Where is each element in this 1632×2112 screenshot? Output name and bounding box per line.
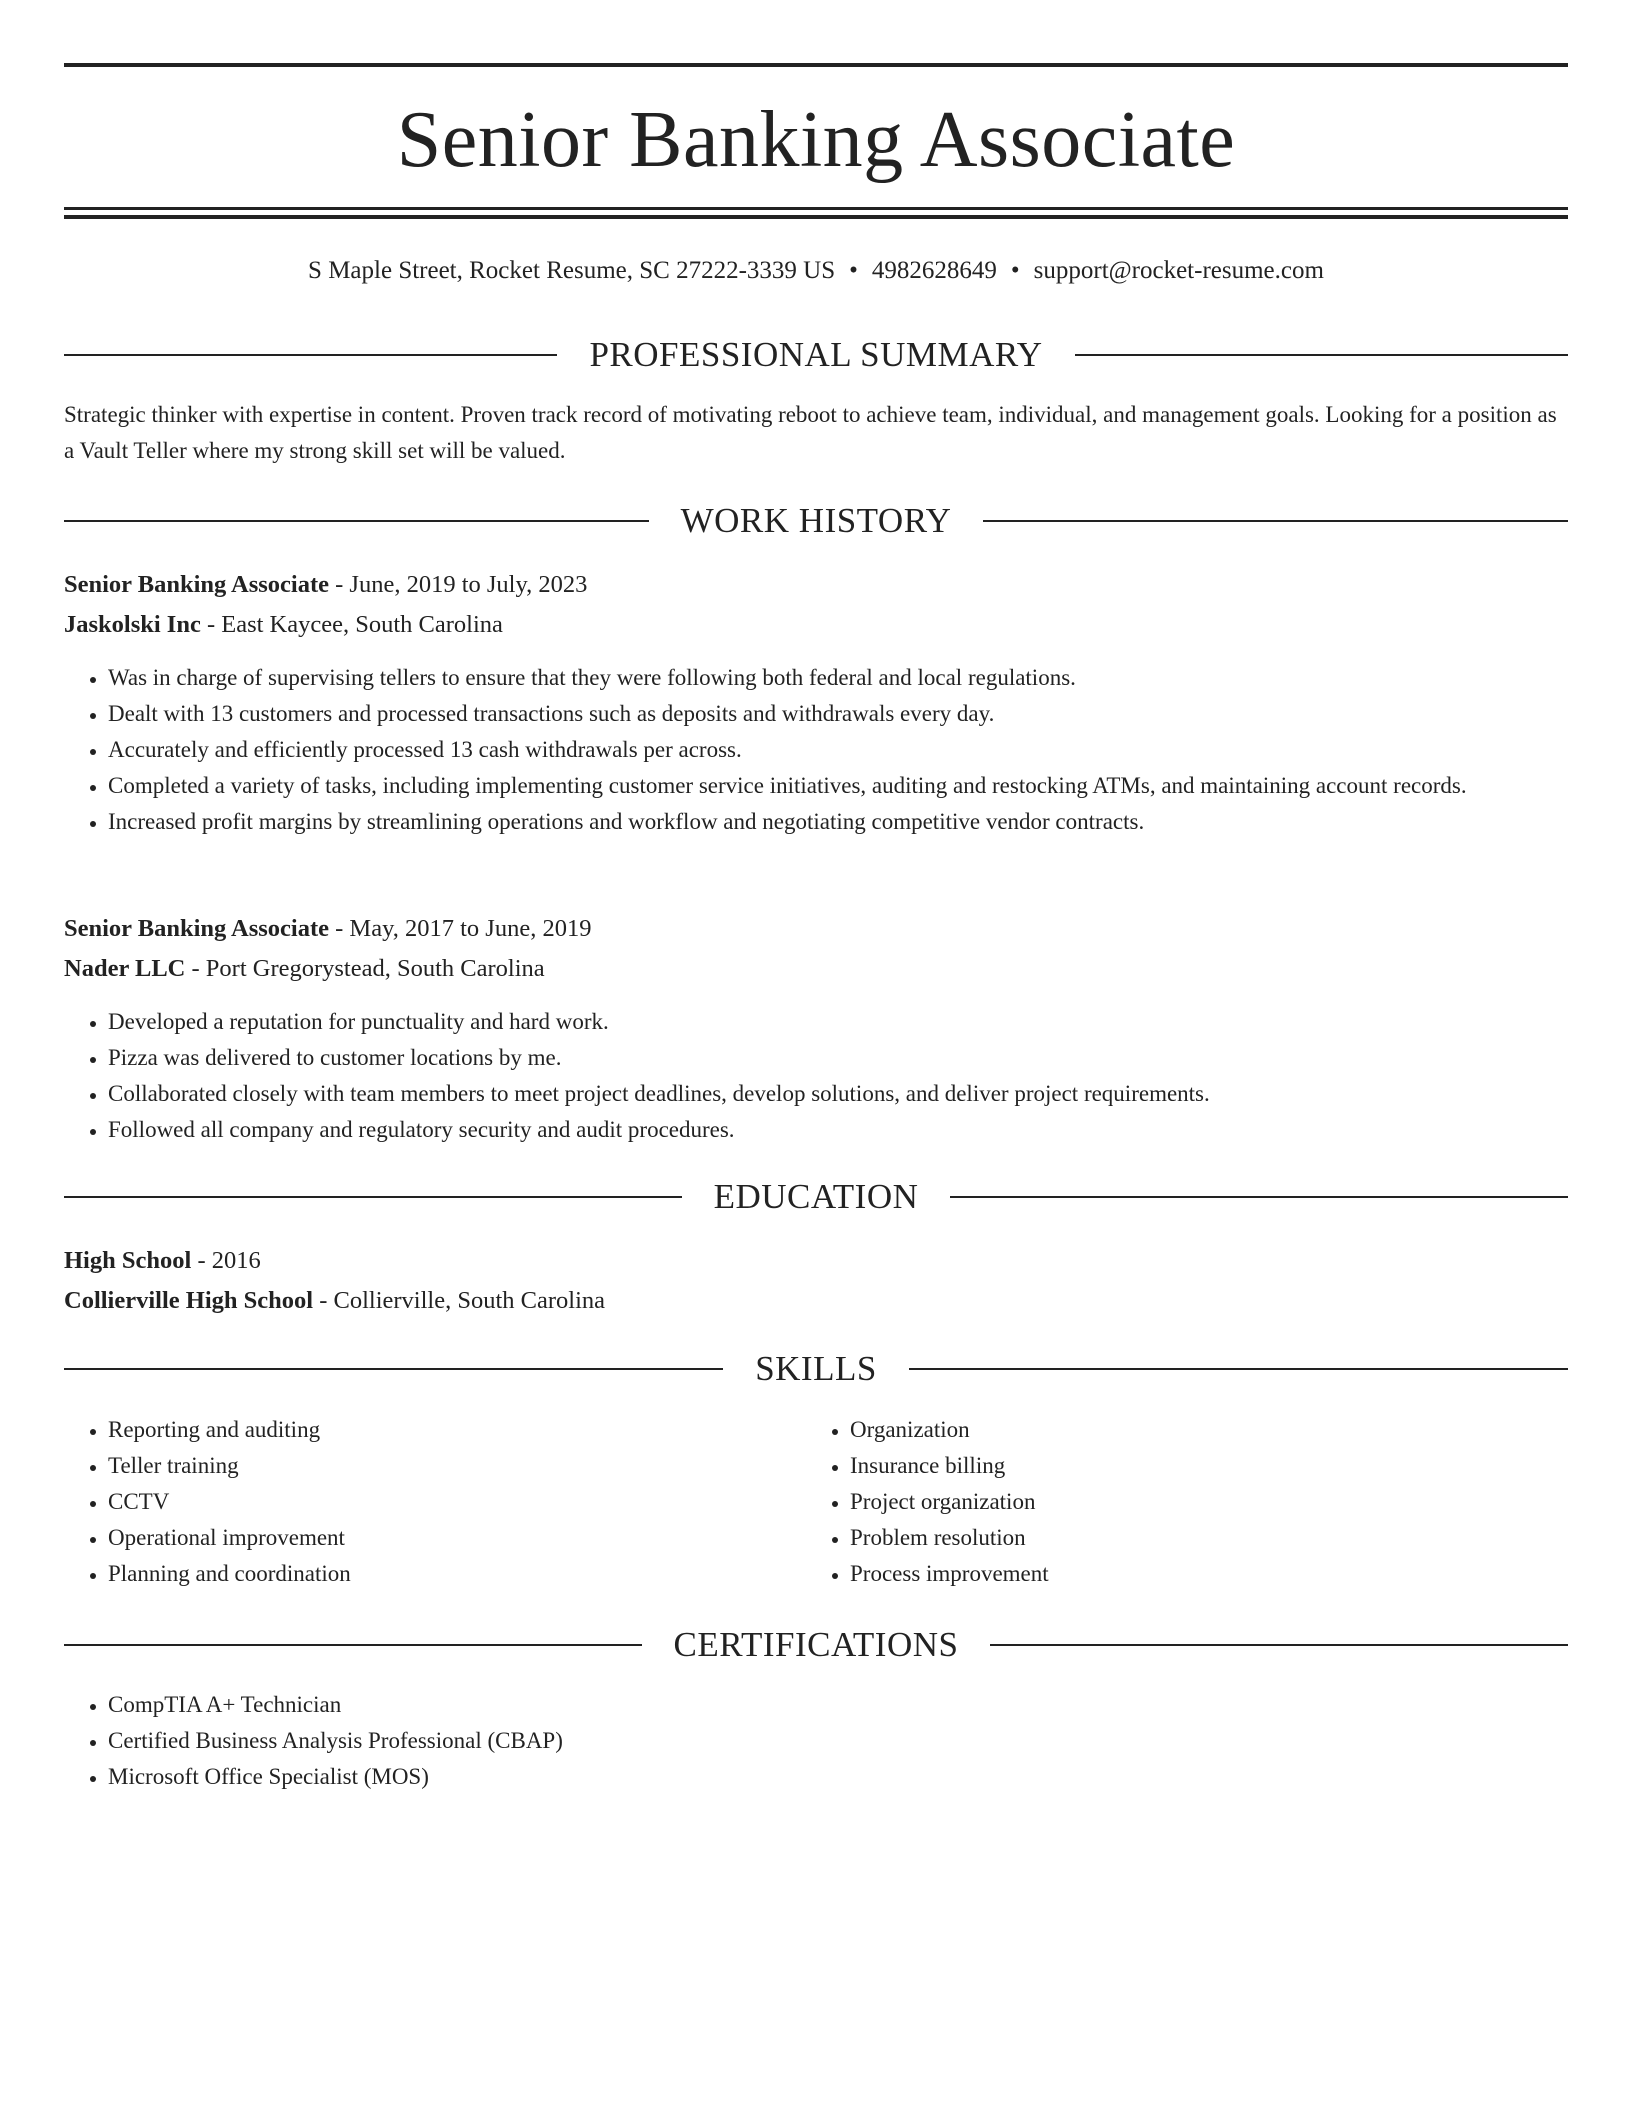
work-history-heading: WORK HISTORY (64, 499, 1568, 543)
job-dates: - June, 2019 to July, 2023 (329, 571, 588, 598)
education-degree: High School (64, 1247, 192, 1274)
job-company-line (64, 607, 1568, 643)
job-bullets (64, 660, 1568, 840)
job-location: - East Kaycee, South Carolina (200, 611, 503, 638)
education-school-line (64, 1283, 1568, 1319)
job-title: Senior Banking Associate (64, 915, 330, 942)
certifications-heading: CERTIFICATIONS (64, 1623, 1568, 1667)
skill-item: • Process improvement (850, 1556, 1550, 1592)
summary-heading: PROFESSIONAL SUMMARY (64, 333, 1568, 377)
list-item: • Developed a reputation for punctuality and hard work. (108, 1004, 1568, 1040)
education-year: - 2016 (191, 1247, 261, 1274)
skill-item: • Reporting and auditing (108, 1412, 808, 1448)
education-heading: EDUCATION (64, 1175, 1568, 1219)
skill-item: • Teller training (108, 1448, 808, 1484)
job-company: Jaskolski Inc (64, 611, 201, 638)
job-location: - Port Gregorystead, South Carolina (185, 955, 545, 982)
summary-text: Strategic thinker with expertise in content. Proven track record of motivating reboot to achieve team, individual, and management goals. Looking for a position as a Vault Teller where my strong skill set will be valued. (64, 402, 1557, 463)
contact-phone: 4982628649 (871, 257, 997, 284)
list-item: • Was in charge of supervising tellers to ensure that they were following both federal and local regulations. (108, 660, 1568, 696)
skill-item: • Insurance billing (850, 1448, 1550, 1484)
certification-item: • Microsoft Office Specialist (MOS) (108, 1759, 1568, 1795)
list-item: • Accurately and efficiently processed 13 cash withdrawals per across. (108, 732, 1568, 768)
skill-item: • Planning and coordination (108, 1556, 808, 1592)
list-item: • Dealt with 13 customers and processed transactions such as deposits and withdrawals every day. (108, 696, 1568, 732)
contact-line (64, 254, 1568, 288)
top-rule (64, 63, 1568, 67)
skill-item: • Organization (850, 1412, 1550, 1448)
skill-item: • CCTV (108, 1484, 808, 1520)
list-item: • Completed a variety of tasks, including implementing customer service initiatives, auditing and restocking ATMs, and maintaining account records. (108, 768, 1568, 804)
education-school: Collierville High School (64, 1287, 314, 1314)
skills-heading: SKILLS (64, 1347, 1568, 1391)
skill-item: • Project organization (850, 1484, 1550, 1520)
list-item: • Increased profit margins by streamlining operations and workflow and negotiating competitive vendor contracts. (108, 804, 1568, 840)
list-item: • Pizza was delivered to customer locations by me. (108, 1040, 1568, 1076)
job-title: Senior Banking Associate (64, 571, 330, 598)
education-degree-line (64, 1243, 1568, 1279)
job-bullets (64, 1004, 1568, 1148)
certification-item: • CompTIA A+ Technician (108, 1687, 1568, 1723)
job-title-line (64, 911, 1568, 947)
list-item: • Collaborated closely with team members to meet project deadlines, develop solutions, and deliver project requirements. (108, 1076, 1568, 1112)
job-dates: - May, 2017 to June, 2019 (329, 915, 592, 942)
skills-list-left (64, 1412, 808, 1592)
list-item: • Followed all company and regulatory security and audit procedures. (108, 1112, 1568, 1148)
job-company-line (64, 951, 1568, 987)
contact-separator: • (849, 257, 858, 284)
job-title-line (64, 567, 1568, 603)
certifications-list (64, 1687, 1568, 1795)
contact-address: S Maple Street, Rocket Resume, SC 27222-3339 US (308, 257, 836, 284)
title-double-rule (64, 207, 1568, 219)
page-title: Senior Banking Associate (396, 96, 1236, 184)
skill-item: • Problem resolution (850, 1520, 1550, 1556)
certification-item: • Certified Business Analysis Professional (CBAP) (108, 1723, 1568, 1759)
skills-list-right (806, 1412, 1550, 1592)
contact-separator: • (1010, 257, 1020, 284)
skill-item: • Operational improvement (108, 1520, 808, 1556)
education-location: - Collierville, South Carolina (313, 1287, 606, 1314)
job-company: Nader LLC (64, 955, 186, 982)
contact-email: support@rocket-resume.com (1033, 257, 1324, 284)
